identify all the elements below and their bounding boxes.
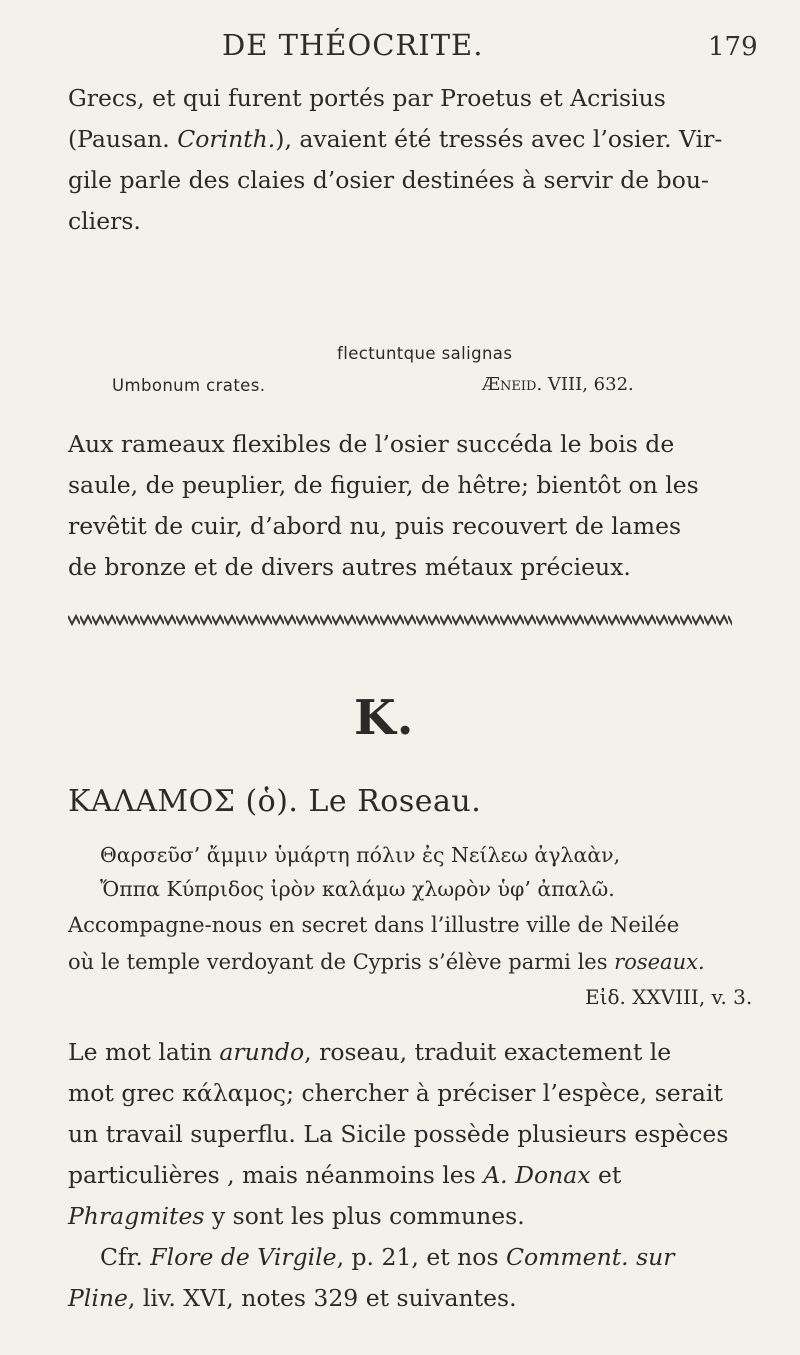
text-line <box>68 1278 732 1319</box>
paragraph-wood-leather <box>68 424 732 588</box>
text-run: Le mot latin <box>68 1038 220 1066</box>
paragraph-roseau <box>68 1032 732 1319</box>
text-line: de bronze et de divers autres métaux précieux. <box>68 553 631 581</box>
work-abbreviation: Æneid. <box>482 374 543 395</box>
text-run: et <box>590 1161 622 1189</box>
translation-line-1: Accompagne-nous en secret dans l’illustre ville de Neilée <box>68 913 680 937</box>
greek-verse-line-1: Θαρσεῦσ’ ἄμμιν ὑμάρτη πόλιν ἐς Νείλεω ἀγλαὰν, <box>100 843 621 867</box>
text-line: saule, de peuplier, de figuier, de hêtre; bientôt on les <box>68 471 699 499</box>
citation-corinth: Corinth. <box>177 125 276 153</box>
text-run: y sont les plus communes. <box>204 1202 525 1230</box>
book-title: Pline <box>68 1284 128 1312</box>
text-line <box>68 119 732 160</box>
running-title: DE THÉOCRITE. <box>222 28 484 62</box>
text-run: (Pausan. <box>68 125 178 153</box>
book-title: Comment. sur <box>505 1243 675 1271</box>
text-run: Cfr. <box>100 1243 151 1271</box>
text-run: ), avaient été tressés avec l’osier. Vir- <box>275 125 723 153</box>
text-line: mot grec κάλαμος; chercher à préciser l’espèce, serait <box>68 1079 723 1107</box>
text-line <box>68 1155 732 1196</box>
text-line: cliers. <box>68 207 141 235</box>
species-name: A. Donax <box>483 1161 591 1189</box>
text-run: , liv. XVI, notes 329 et suivantes. <box>127 1284 517 1312</box>
translation-line-2 <box>68 945 732 979</box>
text-line <box>68 1196 732 1237</box>
latin-term: arundo <box>219 1038 305 1066</box>
text-line: gile parle des claies d’osier destinées à servir de bou- <box>68 166 709 194</box>
text-line <box>68 1032 732 1073</box>
paragraph-osier-shields <box>68 78 732 242</box>
species-name: Phragmites <box>68 1202 205 1230</box>
section-letter: K. <box>354 690 415 746</box>
quotation-line-1: flectuntque salignas <box>337 344 513 363</box>
text-run: , roseau, traduit exactement le <box>304 1038 672 1066</box>
text-run: où le temple verdoyant de Cypris s’élève parmi les <box>68 950 615 974</box>
text-line: revêtit de cuir, d’abord nu, puis recouvert de lames <box>68 512 682 540</box>
text-line: Aux rameaux flexibles de l’osier succéda le bois de <box>68 430 675 458</box>
entry-title: ΚΑΛΑΜΟΣ (ὁ). Le Roseau. <box>68 784 482 819</box>
text-line: Grecs, et qui furent portés par Proetus et Acrisius <box>68 84 666 112</box>
italic-word: roseaux. <box>614 950 705 974</box>
text-run: particulières , mais néanmoins les <box>68 1161 484 1189</box>
greek-verse-line-2: Ὄππα Κύπριδος ἰρὸν καλάμω χλωρὸν ὑφ’ ἀπαλῶ. <box>100 877 615 901</box>
text-line <box>68 1237 732 1278</box>
quotation-line-2: Umbonum crates. <box>112 376 266 395</box>
page-number: 179 <box>708 32 758 62</box>
text-line: un travail superflu. La Sicile possède plusieurs espèces <box>68 1120 729 1148</box>
running-head <box>0 28 800 68</box>
verse-number: VIII, 632. <box>542 374 634 395</box>
text-run: , p. 21, et nos <box>336 1243 506 1271</box>
quotation-reference <box>482 374 634 395</box>
decorative-rule <box>68 612 732 628</box>
book-title: Flore de Virgile <box>150 1243 337 1271</box>
latin-quotation <box>0 344 800 414</box>
source-reference: Εἰδ. XXVIII, v. 3. <box>585 985 753 1009</box>
